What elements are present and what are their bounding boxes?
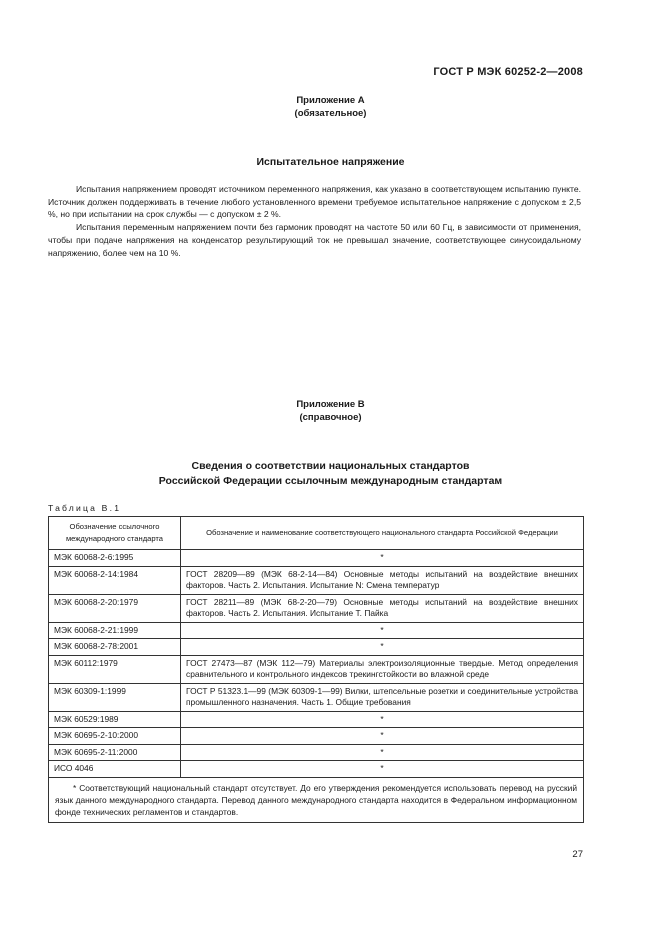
table-row xyxy=(49,728,584,745)
cell-national: * xyxy=(181,639,584,656)
annex-a-title: Приложение А xyxy=(296,95,365,106)
cell-international: МЭК 60068-2-6:1995 xyxy=(49,550,181,567)
cell-national: * xyxy=(181,761,584,778)
table-row xyxy=(49,711,584,728)
cell-national: ГОСТ 28209—89 (МЭК 68-2-14—84) Основные методы испытаний на воздействие внешних факторов. Часть 2. Испытания. Испытание N: Смена температур xyxy=(181,566,584,594)
document-header: ГОСТ Р МЭК 60252-2—2008 xyxy=(433,66,583,78)
cell-national: * xyxy=(181,744,584,761)
correspondence-table xyxy=(48,516,584,823)
cell-international: МЭК 60068-2-78:2001 xyxy=(49,639,181,656)
footnote-text: * Соответствующий национальный стандарт отсутствует. До его утверждения рекомендуется использовать перевод на русский язык данного международного стандарта. Перевод данного международного стандарта находится в Федеральном информационном фонде технических регламентов и стандартов. xyxy=(55,782,577,817)
table-row xyxy=(49,566,584,594)
annex-a-paragraph: Испытания переменным напряжением почти без гармоник проводят на частоте 50 или 60 Гц, в зависимости от применения, чтобы при подаче напряжения на конденсатор результирующий ток не превышал значение, соответствующее синусоидальному напряжению, более чем на 10 %. xyxy=(48,222,581,258)
table-row xyxy=(49,622,584,639)
cell-national: * xyxy=(181,711,584,728)
cell-international: МЭК 60068-2-21:1999 xyxy=(49,622,181,639)
cell-international: МЭК 60309-1:1999 xyxy=(49,683,181,711)
cell-international: ИСО 4046 xyxy=(49,761,181,778)
table-header-row xyxy=(49,517,584,550)
table-row xyxy=(49,550,584,567)
annex-b-title: Приложение В xyxy=(296,399,365,410)
cell-national: ГОСТ 27473—87 (МЭК 112—79) Материалы электроизоляционные твердые. Метод определения сравнительного и контрольного индексов трекингстойкости во влажной среде xyxy=(181,655,584,683)
annex-a-status: (обязательное) xyxy=(294,108,367,119)
annex-b-heading-line2: Российской Федерации ссылочным международным стандартам xyxy=(158,475,503,487)
cell-international: МЭК 60529:1989 xyxy=(49,711,181,728)
cell-international: МЭК 60112:1979 xyxy=(49,655,181,683)
table-row xyxy=(49,655,584,683)
col-header-international: Обозначение ссылочного международного стандарта xyxy=(49,517,181,550)
annex-b-heading-line1: Сведения о соответствии национальных стандартов xyxy=(191,460,470,472)
table-row xyxy=(49,639,584,656)
table-row xyxy=(49,744,584,761)
cell-national: * xyxy=(181,728,584,745)
cell-international: МЭК 60695-2-11:2000 xyxy=(49,744,181,761)
cell-international: МЭК 60695-2-10:2000 xyxy=(49,728,181,745)
table-footnote-row xyxy=(49,777,584,822)
page-number: 27 xyxy=(572,849,583,860)
cell-national: * xyxy=(181,622,584,639)
cell-national: * xyxy=(181,550,584,567)
table-label: Таблица В.1 xyxy=(48,503,122,513)
cell-national: ГОСТ Р 51323.1—99 (МЭК 60309-1—99) Вилки, штепсельные розетки и соединительные устройства промышленного назначения. Часть 1. Общие требования xyxy=(181,683,584,711)
annex-a-heading: Испытательное напряжение xyxy=(256,156,405,168)
annex-a-paragraph: Испытания напряжением проводят источником переменного напряжения, как указано в соответствующем испытанию пункте. Источник должен поддерживать в течение любого установленного времени требуемое испытательное напряжение с допуском ± 2,5 %, но при испытании на срок службы — с допуском ± 2 %. xyxy=(48,184,581,220)
table-row xyxy=(49,683,584,711)
table-row xyxy=(49,594,584,622)
annex-b-status: (справочное) xyxy=(299,412,362,423)
col-header-national: Обозначение и наименование соответствующего национального стандарта Российской Федерации xyxy=(181,517,584,550)
cell-international: МЭК 60068-2-20:1979 xyxy=(49,594,181,622)
cell-national: ГОСТ 28211—89 (МЭК 68-2-20—79) Основные методы испытаний на воздействие внешних факторов. Часть 2. Испытания. Испытание Т. Пайка xyxy=(181,594,584,622)
table-row xyxy=(49,761,584,778)
annex-a-body xyxy=(48,183,581,259)
table-footnote xyxy=(49,777,584,822)
cell-international: МЭК 60068-2-14:1984 xyxy=(49,566,181,594)
